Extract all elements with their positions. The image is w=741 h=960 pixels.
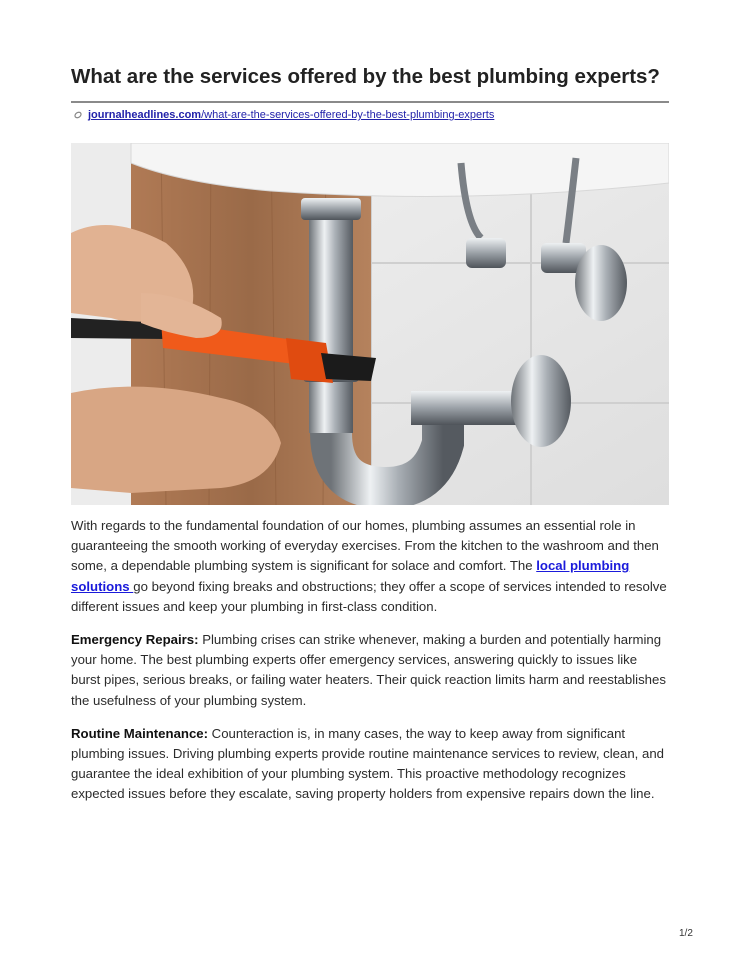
section-routine-maintenance xyxy=(71,724,669,805)
section-heading: Emergency Repairs: xyxy=(71,632,199,648)
source-domain: journalheadlines.com xyxy=(88,109,202,121)
source-link[interactable] xyxy=(88,108,494,122)
article xyxy=(71,64,669,805)
intro-text-end: go beyond fixing breaks and obstructions; they offer a scope of services intended to resolve different issues and keep your plumbing in first-class condition. xyxy=(71,578,667,614)
hero-image xyxy=(71,143,669,505)
section-heading: Routine Maintenance: xyxy=(71,725,209,741)
intro-text-start: With regards to the fundamental foundation of our homes, plumbing assumes an essential role in guaranteeing the smooth working of everyday exercises. From the kitchen to the washroom and then some, a dependable plumbing system is significant for solace and comfort. The xyxy=(71,518,659,574)
source-path: /what-are-the-services-offered-by-the-best-plumbing-experts xyxy=(201,109,495,121)
intro-paragraph xyxy=(71,516,669,617)
section-body: Counteraction is, in many cases, the way to keep away from significant plumbing issues. Driving plumbing experts provide routine maintenance services to review, clean, and guarantee the ideal exhibition of your plumbing system. This proactive methodology recognizes expected issues before they escalate, saving property holders from expensive repairs down the line. xyxy=(71,725,665,802)
link-icon xyxy=(74,111,82,119)
local-plumbing-solutions-link[interactable]: local plumbing solutions xyxy=(71,558,630,594)
source-line xyxy=(71,108,669,122)
page-number: 1/2 xyxy=(679,928,693,939)
section-emergency-repairs xyxy=(71,630,669,711)
article-title: What are the services offered by the best plumbing experts? xyxy=(71,65,660,88)
section-body: Plumbing crises can strike whenever, making a burden and potentially harming your home. The best plumbing experts offer emergency services, answering quickly to issues like burst pipes, serious breaks, or failing water heaters. Their quick reaction limits harm and reestablishes the usefulness of your plumbing system. xyxy=(71,632,666,708)
title-divider xyxy=(71,101,669,103)
